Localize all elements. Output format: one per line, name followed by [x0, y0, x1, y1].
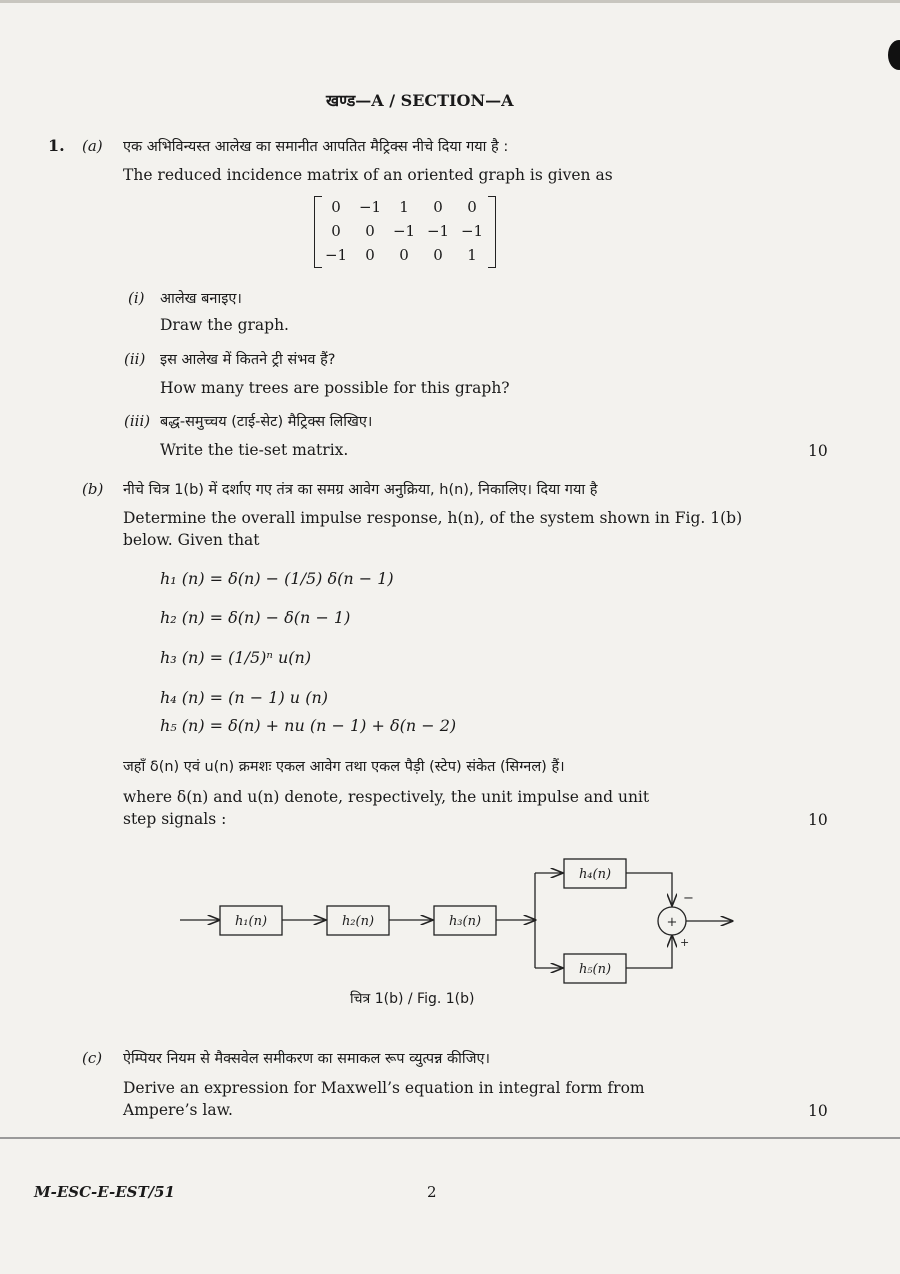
part-c-hindi: ऐम्पियर नियम से मैक्सवेल समीकरण का समाकल रूप व्युत्पन्न कीजिए। [123, 1051, 490, 1067]
footer-rule [0, 1137, 900, 1139]
matrix-cell: 0 [365, 222, 375, 240]
matrix-cell: −1 [358, 198, 382, 216]
part-a-english: The reduced incidence matrix of an oriented graph is given as [123, 166, 613, 184]
subpart-iii-hindi: बद्ध-समुच्चय (टाई-सेट) मैट्रिक्स लिखिए। [160, 414, 373, 430]
part-c-label: (c) [82, 1049, 103, 1067]
matrix-cell: 0 [331, 222, 341, 240]
h4-to-summer [626, 873, 672, 905]
block-h2-label: h₂(n) [341, 914, 375, 929]
equation-h5: h₅ (n) = δ(n) + nu (n − 1) + δ(n − 2) [160, 716, 457, 735]
question-number: 1. [48, 136, 65, 155]
block-h1-label: h₁(n) [234, 914, 268, 929]
part-c-english-line1: Derive an expression for Maxwell’s equation in integral form from [123, 1079, 645, 1097]
matrix-cell: 0 [467, 198, 477, 216]
summer-circle [658, 907, 686, 935]
equation-h4: h₄ (n) = (n − 1) u (n) [160, 688, 328, 707]
equation-h1: h₁ (n) = δ(n) − (1/5) δ(n − 1) [160, 569, 394, 588]
matrix-cell: −1 [324, 246, 348, 264]
part-c-english-line2: Ampere’s law. [123, 1101, 233, 1119]
block-h3-label: h₃(n) [448, 914, 482, 929]
matrix-cell: 0 [399, 246, 409, 264]
part-a-marks: 10 [808, 442, 828, 460]
page-top-edge [0, 0, 900, 3]
paper-code: M-ESC-E-EST/51 [34, 1183, 175, 1201]
binder-hole [888, 40, 900, 70]
subpart-ii-label: (ii) [124, 350, 146, 368]
section-heading: खण्ड—A / SECTION—A [326, 91, 514, 110]
summer-minus-sign: − [683, 891, 694, 906]
subpart-i-label: (i) [128, 289, 145, 307]
block-h2 [327, 906, 389, 935]
matrix-cell: −1 [392, 222, 416, 240]
equation-h3: h₃ (n) = (1/5)ⁿ u(n) [160, 648, 312, 667]
h5-to-summer [626, 936, 672, 968]
matrix-cell: 0 [433, 198, 443, 216]
summer-plus-bottom: + [680, 936, 690, 949]
matrix-cell: −1 [460, 222, 484, 240]
subpart-ii-hindi: इस आलेख में कितने ट्री संभव हैं? [160, 352, 336, 368]
part-b-marks: 10 [808, 811, 828, 829]
matrix-cell: −1 [426, 222, 450, 240]
matrix-right-bracket [488, 196, 496, 268]
block-h4 [564, 859, 626, 888]
block-h4-label: h₄(n) [578, 867, 612, 882]
subpart-i-hindi: आलेख बनाइए। [160, 291, 242, 307]
part-b-label: (b) [82, 480, 104, 498]
block-h3 [434, 906, 496, 935]
matrix-cell: 1 [467, 246, 477, 264]
block-h1 [220, 906, 282, 935]
matrix-cell: 0 [331, 198, 341, 216]
part-a-label: (a) [82, 137, 103, 155]
block-h5 [564, 954, 626, 983]
subpart-iii-english: Write the tie-set matrix. [160, 441, 349, 459]
equation-h2: h₂ (n) = δ(n) − δ(n − 1) [160, 608, 351, 627]
subpart-i-english: Draw the graph. [160, 316, 289, 334]
part-b-hindi: नीचे चित्र 1(b) में दर्शाए गए तंत्र का समग्र आवेग अनुक्रिया, h(n), निकालिए। दिया गया है [123, 482, 598, 498]
block-h5-label: h₅(n) [578, 962, 612, 977]
subpart-ii-english: How many trees are possible for this graph? [160, 379, 510, 397]
matrix-cell: 0 [365, 246, 375, 264]
subpart-iii-label: (iii) [124, 412, 151, 430]
part-c-marks: 10 [808, 1102, 828, 1120]
where-english-line1: where δ(n) and u(n) denote, respectively, the unit impulse and unit [123, 788, 650, 806]
part-a-hindi: एक अभिविन्यस्त आलेख का समानीत आपतित मैट्रिक्स नीचे दिया गया है : [123, 139, 509, 155]
matrix-cell: 1 [399, 198, 409, 216]
figure-caption: चित्र 1(b) / Fig. 1(b) [350, 991, 475, 1007]
incidence-matrix [314, 196, 496, 268]
where-hindi: जहाँ δ(n) एवं u(n) क्रमशः एकल आवेग तथा एकल पैड़ी (स्टेप) संकेत (सिग्नल) हैं। [123, 759, 565, 775]
part-b-english-line1: Determine the overall impulse response, h(n), of the system shown in Fig. 1(b) [123, 509, 743, 527]
summer-plus-sign: + [666, 915, 678, 930]
page-number: 2 [427, 1183, 437, 1201]
part-b-english-line2: below. Given that [123, 531, 260, 549]
where-english-line2: step signals : [123, 810, 227, 828]
matrix-cell: 0 [433, 246, 443, 264]
